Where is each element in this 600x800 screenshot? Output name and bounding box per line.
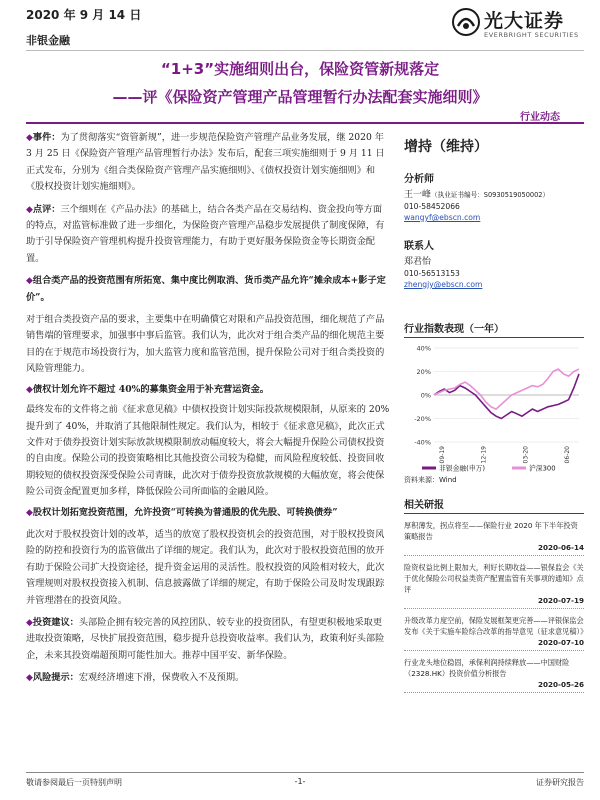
x-tick-label: 12-19: [480, 446, 488, 464]
y-tick-label: 40%: [416, 344, 431, 353]
sidebar: [404, 130, 588, 693]
contact-section-title: 联系人: [404, 241, 434, 252]
highlight-3: [26, 505, 390, 521]
rating: 增持（维持）: [404, 139, 488, 155]
research-item-date: 2020-07-19: [538, 596, 584, 605]
contact-name: 郑君怡: [404, 257, 432, 267]
main-content: [26, 130, 390, 687]
event-text: 为了贯彻落实“资管新规”，进一步规范保险资产管理产品业务发展，继 2020 年 3 月 25 日《保险资产管理产品管理暂行办法》发布后，配套三项实施细则于 9 月 11 日正式发布，分别为《组合类保险资产管理产品实施细则》、《债权投资计划实施细则》和《股权投资计划实施细则》。: [26, 132, 385, 193]
highlight-1-text: 组合类产品的投资范围有所拓宽、集中度比例取消、货币类产品允许“摊余成本+影子定价”。: [26, 275, 386, 303]
footer-report-label: 证券研究报告: [536, 778, 584, 787]
logo-text-en: EVERBRIGHT SECURITIES: [484, 31, 579, 39]
report-date: 2020 年 9 月 14 日: [26, 8, 142, 22]
research-item[interactable]: [404, 520, 584, 556]
contact-info: [404, 256, 584, 290]
research-item-date: 2020-05-26: [538, 680, 584, 689]
y-tick-label: -40%: [414, 438, 431, 447]
title-divider: [26, 122, 584, 124]
footer-divider: [26, 772, 584, 773]
bullet-diamond-icon: ◆: [26, 617, 33, 628]
body-3: 此次对于股权投资计划的改革，适当的放宽了股权投资机会的投资范围，对于股权投资风险的防控和投资行为的监管做出了详细的规定。我们认为，此次对于股权投资范围的放开有助于保险公司扩大投资途径，提升资金运用的灵活性。股权投资的风险相对较大，此次管理规则对股权投资接入机制、信息披露做了详细的规定，有助于保险公司及时发现跟踪并管理潜在的投资风险。: [26, 528, 385, 606]
research-list: [404, 520, 588, 693]
body-2: 最终发布的文件将之前《征求意见稿》中债权投资计划实际投款规模限制，从原来的 20%提升到了 40%，并取消了其他限制性规定。我们认为，相较于《征求意见稿》，此次正式文件对于债券投资计划实际放款规模限制放动幅度较大，将会大幅提升保险公司债权投资的自由度。保险公司的投资策略相比其他投资公司较为稳健，而风险程度较低、投资回收期较短的债权投资深受保险公司青睐，此次对于债券投资放款规模的大幅放宽，将会使保险公司资金配置更加多样，降低保险公司所面临的金融风险。: [26, 404, 390, 498]
report-title: “1+3”实施细则出台，保险资管新规落定: [160, 60, 440, 78]
x-tick-label: 06-20: [564, 446, 571, 464]
research-title-divider: [404, 513, 584, 514]
index-chart-svg: [404, 340, 584, 475]
event-paragraph: [26, 130, 390, 196]
report-type: 行业动态: [520, 112, 560, 123]
risk-warning: [26, 670, 390, 686]
contact-phone: 010-56513153: [404, 269, 460, 278]
logo-text-cn: 光大证券: [484, 10, 565, 32]
sector-label: 非银金融: [26, 34, 70, 47]
bullet-diamond-icon: ◆: [26, 384, 33, 395]
research-item-date: 2020-06-14: [538, 543, 584, 552]
analyst-name: 王一峰: [404, 190, 432, 200]
comment-text: 三个细则在《产品办法》的基础上，结合各类产品在交易结构、资金投向等方面的特点，对监管标准做了进一步细化，为保险资产管理产品稳步发展提供了制度保障，有助于引导保险资产管理机构提升投资管理能力，有助于更好服务保险资金等长期资金配置。: [26, 203, 385, 264]
highlight-2: [26, 382, 390, 398]
bullet-diamond-icon: ◆: [26, 204, 33, 215]
company-logo: [452, 6, 584, 42]
investment-advice: [26, 615, 390, 664]
research-item[interactable]: [404, 615, 588, 651]
risk-text: 宏观经济增速下滑，保费收入不及预期。: [78, 672, 245, 684]
research-item-title: 行业龙头地位稳固，承保利润持续释放——中国财险（2328.HK）投资价值分析报告: [404, 658, 570, 678]
comment-label: 点评：: [32, 203, 61, 215]
analyst-phone: 010-58452066: [404, 202, 460, 211]
comment-paragraph: [26, 202, 390, 268]
report-subtitle: ——评《保险资产管理产品管理暂行办法配套实施细则》: [112, 88, 488, 106]
header-divider: [26, 50, 584, 51]
research-section-title: 相关研报: [404, 500, 444, 511]
footer-disclaimer: 敬请参阅最后一页特别声明: [26, 778, 122, 787]
analyst-info: [404, 189, 584, 223]
bullet-diamond-icon: ◆: [26, 673, 33, 684]
logo-mark-icon: [452, 8, 480, 36]
research-item-title: 险资权益比例上限加大，利好长期收益——银保监会《关于优化保险公司权益类资产配置监管有关事项的通知》点评: [404, 563, 584, 594]
research-item-date: 2020-07-10: [538, 638, 584, 647]
body-1: 对于组合类投资产品的要求，主要集中在明确償它对限和产品投资范围，细化规范了产品销售端的管理要求，加强事中事后监管。我们认为，此次对于组合类产品的细化规范主要目的在于规范市场投资行为，加大监管力度和监管范围，提升保险公司对于组合类投资的风险管理能力。: [26, 314, 385, 375]
highlight-1: [26, 273, 390, 306]
research-item[interactable]: [404, 657, 584, 693]
analyst-reg: （执业证书编号：S0930519050002）: [431, 191, 550, 199]
chart-source: 资料来源：Wind: [404, 476, 457, 484]
legend-label: 非银金融(申万): [439, 464, 486, 473]
x-tick-label: 03-20: [522, 446, 530, 464]
bullet-diamond-icon: ◆: [26, 276, 33, 287]
page-number: -1-: [294, 777, 306, 786]
bullet-diamond-icon: ◆: [26, 507, 33, 518]
advice-text: 头部险企拥有较完善的风控团队、较专业的投资团队，有望更积极地采取更进取投资策略，尽快扩展投资范围，稳步提升总投资收益率。我们认为，政策利好头部险企，未来其投资端超预期可能性加大。推荐中国平安、新华保险。: [26, 616, 385, 661]
research-item[interactable]: [404, 562, 584, 609]
research-item-title: 厚积薄发，拐点将至——保险行业 2020 年下半年投资策略报告: [404, 521, 578, 541]
research-item-title: 升级改革力度空前，保险发展框架更完善——评银保监会发布《关于实施车险综合改革的指导意见（征求意见稿）》: [404, 616, 588, 636]
y-tick-label: 20%: [416, 368, 431, 376]
advice-label: 投资建议：: [32, 616, 79, 628]
risk-label: 风险提示：: [32, 672, 79, 684]
legend-label: 沪深300: [529, 464, 556, 473]
index-chart: [404, 340, 584, 475]
chart-title: 行业指数表现（一年）: [404, 324, 504, 335]
analyst-section-title: 分析师: [404, 174, 434, 185]
series-line: [434, 374, 579, 419]
y-tick-label: 0%: [420, 391, 431, 400]
event-label: 事件：: [32, 132, 61, 143]
x-tick-label: 09-19: [439, 446, 446, 464]
y-tick-label: -20%: [414, 415, 431, 423]
contact-email-link[interactable]: zhengjy@ebscn.com: [404, 280, 483, 289]
highlight-3-text: 股权计划拓宽投资范围，允许投资“可转换为普通股的优先股、可转换债券”: [32, 506, 338, 518]
analyst-email-link[interactable]: wangyf@ebscn.com: [404, 213, 481, 222]
chart-title-divider: [404, 337, 584, 338]
highlight-2-text: 债权计划允许不超过 40%的募集资金用于补充营运资金。: [32, 383, 269, 395]
bullet-diamond-icon: ◆: [26, 133, 33, 143]
